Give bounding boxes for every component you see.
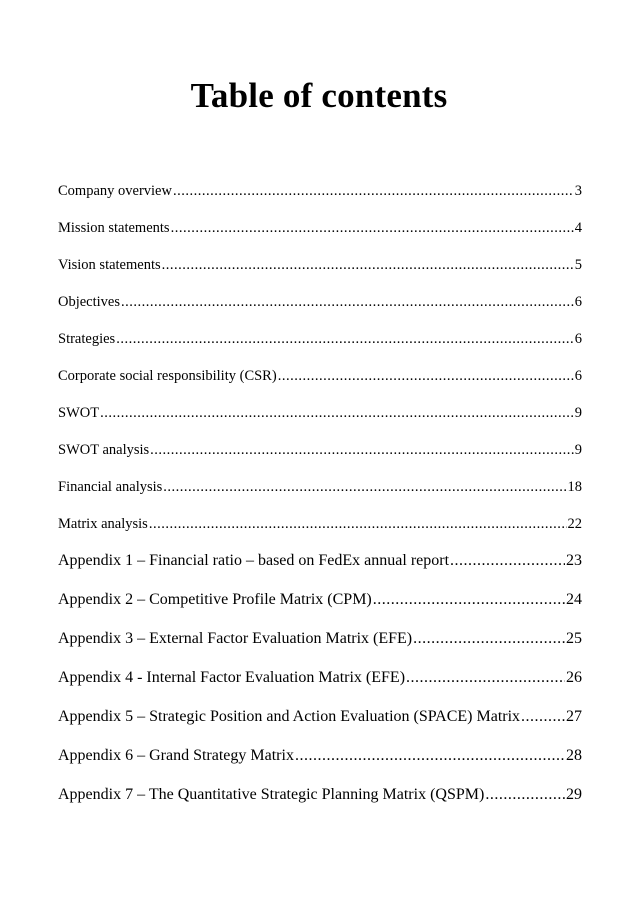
toc-entry-label: Appendix 4 - Internal Factor Evaluation Matrix (EFE) — [58, 669, 406, 686]
toc-page-number: 9 — [574, 442, 582, 458]
toc-page-number: 24 — [566, 591, 582, 608]
toc-entry-label: Appendix 7 – The Quantitative Strategic Planning Matrix (QSPM) — [58, 786, 485, 803]
toc-page-number: 5 — [574, 257, 582, 273]
toc-entry-label: Appendix 6 – Grand Strategy Matrix — [58, 747, 294, 764]
toc-page-number: 23 — [566, 552, 582, 569]
dot-leader — [413, 628, 565, 650]
dot-leader — [116, 328, 574, 350]
toc-entry-label: Strategies — [58, 331, 116, 347]
toc-entry-label: Vision statements — [58, 257, 161, 273]
dot-leader — [171, 217, 574, 239]
dot-leader — [450, 550, 565, 572]
dot-leader — [100, 402, 574, 424]
toc-page-number: 22 — [567, 516, 582, 532]
page-title: Table of contents — [190, 76, 448, 115]
toc-entry-label: Appendix 2 – Competitive Profile Matrix (CPM) — [58, 591, 372, 608]
dot-leader — [485, 784, 565, 806]
toc-entry-appendix-3[interactable] — [58, 628, 582, 667]
dot-leader — [162, 254, 574, 276]
toc-entry-label: Appendix 1 – Financial ratio – based on FedEx annual report — [58, 552, 450, 569]
toc-entry-objectives[interactable] — [58, 291, 582, 328]
dot-leader — [163, 476, 566, 498]
toc-page-number: 9 — [574, 405, 582, 421]
toc-page-number: 6 — [574, 294, 582, 310]
toc-entry-label: Financial analysis — [58, 479, 163, 495]
dot-leader — [295, 745, 565, 767]
dot-leader — [150, 439, 574, 461]
toc-page-number: 26 — [566, 669, 582, 686]
dot-leader — [121, 291, 574, 313]
toc-entry-mission-statements[interactable] — [58, 217, 582, 254]
toc-page-number: 29 — [566, 786, 582, 803]
toc-entry-appendix-7[interactable] — [58, 784, 582, 823]
toc-entry-label: Objectives — [58, 294, 121, 310]
toc-entry-label: Appendix 3 – External Factor Evaluation Matrix (EFE) — [58, 630, 413, 647]
toc-entry-company-overview[interactable] — [58, 180, 582, 217]
toc-entry-label: Appendix 5 – Strategic Position and Action Evaluation (SPACE) Matrix — [58, 708, 521, 725]
toc-entry-financial-analysis[interactable] — [58, 476, 582, 513]
toc-page-number: 25 — [566, 630, 582, 647]
toc-page-number: 6 — [574, 368, 582, 384]
toc-entry-vision-statements[interactable] — [58, 254, 582, 291]
toc-entry-appendix-4[interactable] — [58, 667, 582, 706]
toc-entry-label: Matrix analysis — [58, 516, 148, 532]
table-of-contents — [58, 180, 582, 823]
toc-entry-swot[interactable] — [58, 402, 582, 439]
toc-entry-appendix-2[interactable] — [58, 589, 582, 628]
toc-entry-appendix-1[interactable] — [58, 550, 582, 589]
toc-entry-appendix-5[interactable] — [58, 706, 582, 745]
toc-entry-label: Company overview — [58, 183, 172, 199]
dot-leader — [149, 513, 567, 535]
toc-page-number: 18 — [567, 479, 582, 495]
dot-leader — [173, 180, 574, 202]
dot-leader — [373, 589, 565, 611]
toc-entry-label: Mission statements — [58, 220, 170, 236]
toc-page-number: 28 — [566, 747, 582, 764]
toc-entry-label: SWOT analysis — [58, 442, 150, 458]
toc-entry-matrix-analysis[interactable] — [58, 513, 582, 550]
dot-leader — [521, 706, 565, 728]
toc-entry-label: SWOT — [58, 405, 100, 421]
toc-entry-strategies[interactable] — [58, 328, 582, 365]
toc-page-number: 4 — [574, 220, 582, 236]
toc-entry-swot-analysis[interactable] — [58, 439, 582, 476]
toc-entry-label: Corporate social responsibility (CSR) — [58, 368, 277, 384]
toc-page-number: 6 — [574, 331, 582, 347]
toc-page-number: 3 — [574, 183, 582, 199]
toc-entry-appendix-6[interactable] — [58, 745, 582, 784]
dot-leader — [278, 365, 574, 387]
dot-leader — [406, 667, 565, 689]
toc-page-number: 27 — [566, 708, 582, 725]
toc-entry-csr[interactable] — [58, 365, 582, 402]
